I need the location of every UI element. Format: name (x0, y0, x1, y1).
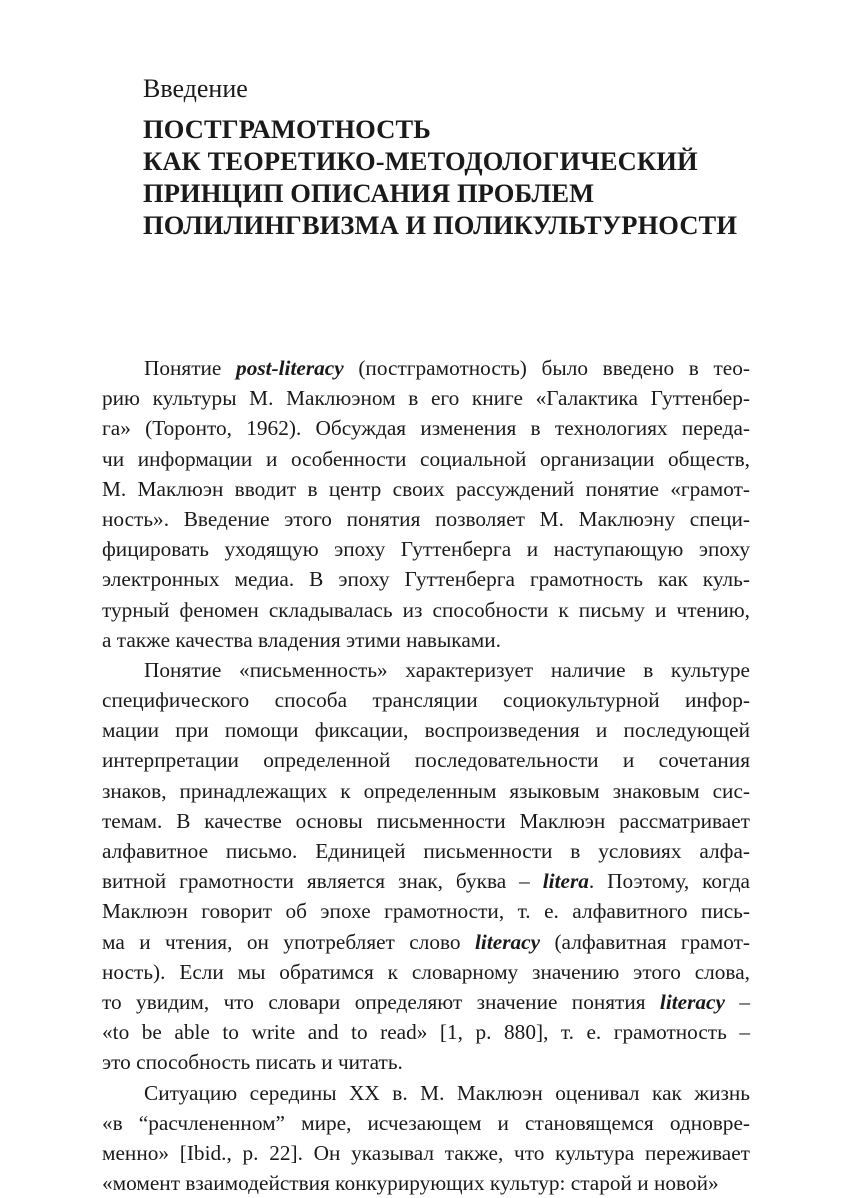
chapter-title-line: ПОСТГРАМОТНОСТЬ (143, 113, 737, 145)
text-line: «момент взаимодействия конкурирующих культур: старой и новой» (102, 1168, 750, 1198)
text-line: рию культуры М. Маклюэном в его книге «Галактика Гуттенбер- (102, 383, 750, 413)
text-line: ность). Если мы обратимся к словарному значению этого слова, (102, 957, 750, 987)
chapter-title-line: ПРИНЦИП ОПИСАНИЯ ПРОБЛЕМ (143, 177, 737, 209)
text-line: витной грамотности является знак, буква – litera. Поэтому, когда (102, 866, 750, 896)
text-line: электронных медиа. В эпоху Гуттенберга грамотность как куль- (102, 564, 750, 594)
text-line: ность». Введение этого понятия позволяет М. Маклюэну специ- (102, 504, 750, 534)
text-line: Понятие post-literacy (постграмотность) было введено в тео- (102, 353, 750, 383)
text-line: фицировать уходящую эпоху Гуттенберга и наступающую эпоху (102, 534, 750, 564)
chapter-label: Введение (143, 72, 248, 106)
emphasized-term: post-literacy (236, 356, 344, 380)
chapter-title (143, 113, 737, 241)
text-line: алфавитное письмо. Единицей письменности в условиях алфа- (102, 836, 750, 866)
text-line: «to be able to write and to read» [1, p. 880], т. е. грамотность – (102, 1017, 750, 1047)
emphasized-term: literacy (660, 990, 725, 1014)
text-line: ма и чтения, он употребляет слово literacy (алфавитная грамот- (102, 927, 750, 957)
body-text (102, 353, 750, 1198)
chapter-title-line: ПОЛИЛИНГВИЗМА И ПОЛИКУЛЬТУРНОСТИ (143, 209, 737, 241)
text-line: интерпретации определенной последовательности и сочетания (102, 745, 750, 775)
text-line: «в “расчлененном” мире, исчезающем и становящемся одновре- (102, 1108, 750, 1138)
text-line: знаков, принадлежащих к определенным языковым знаковым сис- (102, 776, 750, 806)
text-line: это способность писать и читать. (102, 1047, 750, 1077)
text-line: а также качества владения этими навыками. (102, 625, 750, 655)
text-line: турный феномен складывалась из способности к письму и чтению, (102, 595, 750, 625)
text-line: то увидим, что словари определяют значение понятия literacy – (102, 987, 750, 1017)
paragraph (102, 1078, 750, 1198)
text-line: Понятие «письменность» характеризует наличие в культуре (102, 655, 750, 685)
text-line: Маклюэн говорит об эпохе грамотности, т. е. алфавитного пись- (102, 896, 750, 926)
emphasized-term: litera (543, 869, 589, 893)
text-line: Ситуацию середины XX в. М. Маклюэн оценивал как жизнь (102, 1078, 750, 1108)
text-line: специфического способа трансляции социокультурной инфор- (102, 685, 750, 715)
paragraph (102, 353, 750, 655)
paragraph (102, 655, 750, 1078)
text-line: М. Маклюэн вводит в центр своих рассуждений понятие «грамот- (102, 474, 750, 504)
text-line: чи информации и особенности социальной организации обществ, (102, 444, 750, 474)
text-line: темам. В качестве основы письменности Маклюэн рассматривает (102, 806, 750, 836)
text-line: менно» [Ibid., p. 22]. Он указывал также, что культура переживает (102, 1138, 750, 1168)
emphasized-term: literacy (475, 930, 540, 954)
chapter-title-line: КАК ТЕОРЕТИКО-МЕТОДОЛОГИЧЕСКИЙ (143, 145, 737, 177)
text-line: мации при помощи фиксации, воспроизведения и последующей (102, 715, 750, 745)
text-line: га» (Торонто, 1962). Обсуждая изменения в технологиях переда- (102, 413, 750, 443)
